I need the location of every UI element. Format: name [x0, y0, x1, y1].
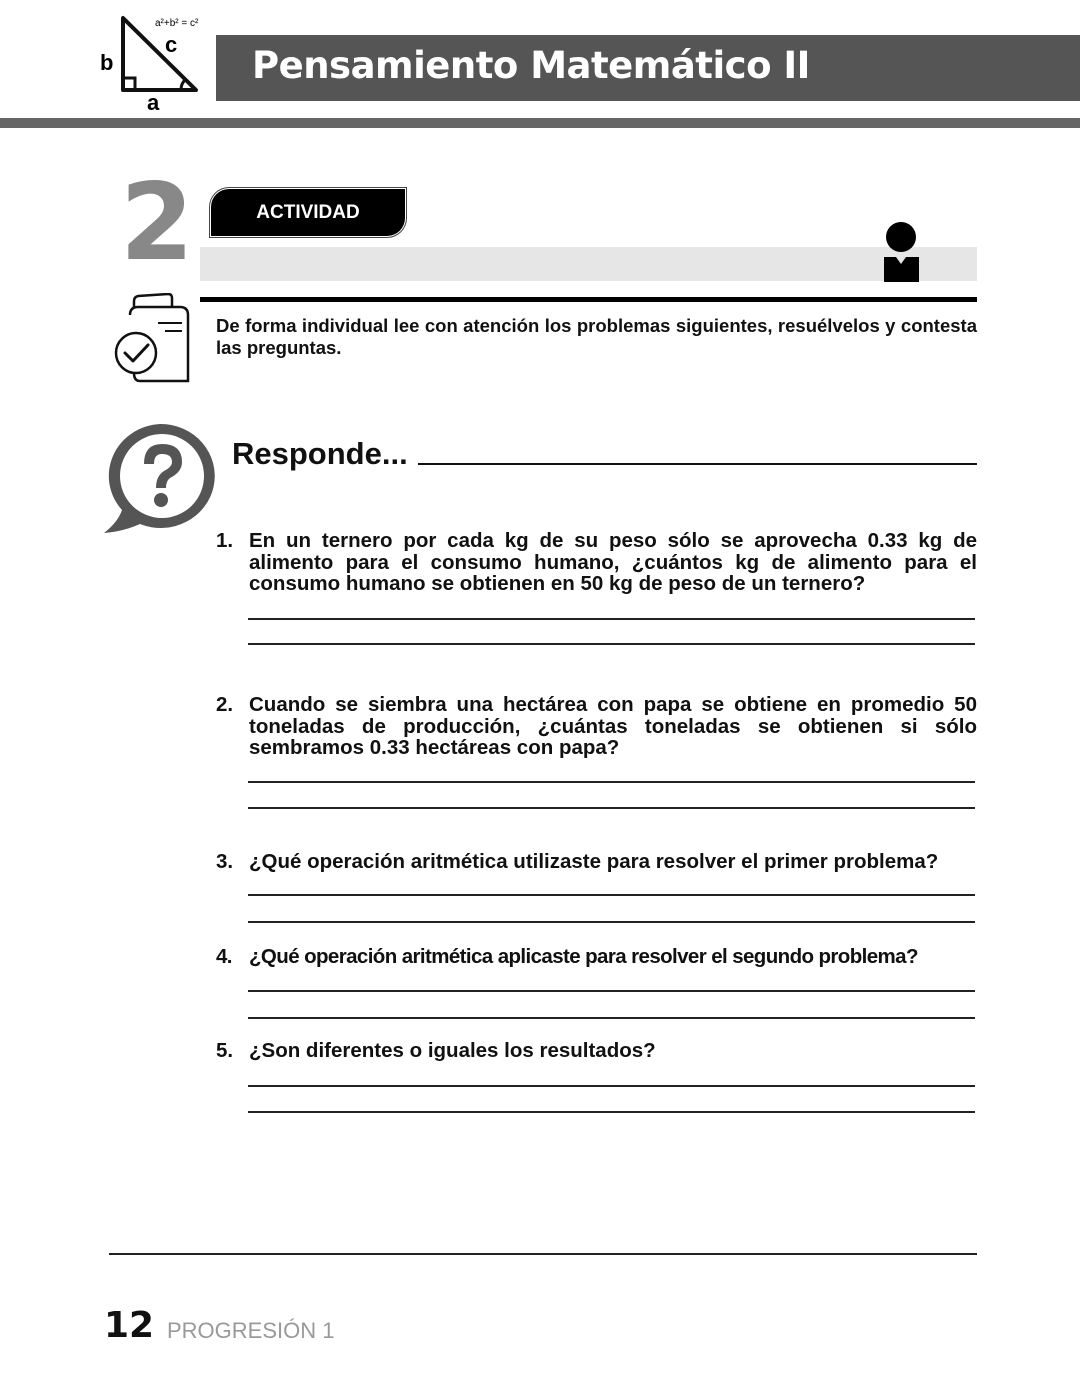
- svg-text:b: b: [100, 50, 114, 75]
- page-number: 12: [104, 1305, 155, 1346]
- answer-line[interactable]: [248, 1111, 975, 1113]
- person-icon: [882, 221, 922, 283]
- answer-line[interactable]: [248, 781, 975, 783]
- activity-band: [200, 247, 977, 281]
- answer-line[interactable]: [248, 1085, 975, 1087]
- svg-text:a²+b² = c²: a²+b² = c²: [155, 18, 199, 29]
- answer-line[interactable]: [248, 618, 975, 620]
- answer-line[interactable]: [248, 921, 975, 923]
- question-text: ¿Qué operación aritmética utilizaste para resolver el primer problema?: [249, 850, 939, 873]
- question-number: 1.: [216, 529, 234, 552]
- activity-number: 2: [120, 161, 194, 284]
- activity-divider: [200, 297, 977, 302]
- svg-text:c: c: [165, 32, 178, 57]
- activity-label: ACTIVIDAD: [211, 189, 405, 236]
- answer-line[interactable]: [248, 1017, 975, 1019]
- book-title: Pensamiento Matemático II: [252, 44, 810, 87]
- question-item: [216, 946, 977, 968]
- question-number: 3.: [216, 850, 234, 873]
- question-text: Cuando se siembra una hectárea con papa se obtiene en promedio 50 toneladas de producción, ¿cuántas toneladas se obtienen si sólo sembramos 0.33 hectáreas con papa?: [249, 693, 977, 760]
- footer-divider: [109, 1253, 977, 1255]
- answer-line[interactable]: [248, 807, 975, 809]
- svg-text:a: a: [147, 90, 160, 113]
- question-text: ¿Son diferentes o iguales los resultados?: [249, 1039, 656, 1062]
- question-bubble-icon: [102, 420, 218, 536]
- answer-line[interactable]: [248, 990, 975, 992]
- heading-underline: [418, 463, 977, 465]
- answer-line[interactable]: [248, 894, 975, 896]
- question-item: [216, 694, 977, 759]
- question-text: ¿Qué operación aritmética aplicaste para resolver el segundo problema?: [249, 945, 918, 968]
- question-number: 2.: [216, 693, 234, 716]
- checklist-book-icon: [110, 293, 192, 385]
- question-text: En un ternero por cada kg de su peso sólo se aprovecha 0.33 kg de alimento para el consumo humano, ¿cuántos kg de alimento para el consumo humano se obtienen en 50 kg de peso de un ternero?: [249, 529, 977, 596]
- responde-heading: Responde...: [232, 436, 408, 471]
- activity-instructions: De forma individual lee con atención los problemas siguientes, resuélvelos y contesta las preguntas.: [216, 315, 977, 358]
- header-divider: [0, 118, 1080, 128]
- question-item: [216, 851, 977, 873]
- question-number: 5.: [216, 1039, 234, 1062]
- question-item: [216, 530, 977, 595]
- question-number: 4.: [216, 945, 232, 968]
- question-item: [216, 1040, 977, 1062]
- pythagoras-logo-icon: [95, 8, 210, 113]
- section-label: PROGRESIÓN 1: [167, 1318, 335, 1343]
- answer-line[interactable]: [248, 643, 975, 645]
